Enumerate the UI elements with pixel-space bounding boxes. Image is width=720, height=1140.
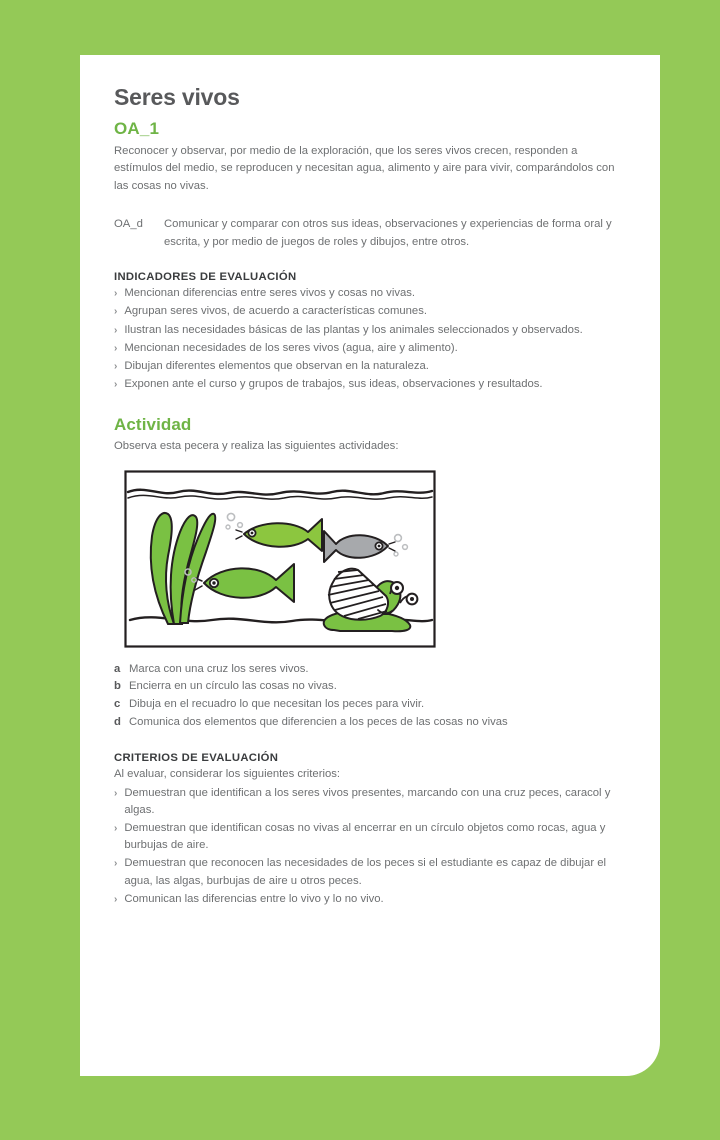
chevron-right-icon: › [114, 360, 118, 372]
chevron-right-icon: › [114, 306, 118, 318]
list-item [114, 303, 626, 320]
task-label: Dibuja en el recuadro lo que necesitan los peces para vivir. [129, 698, 425, 711]
fish-tank-svg [124, 470, 436, 648]
activity-tasks-list [114, 661, 626, 731]
indicators-list [114, 285, 626, 393]
oa-secondary-row [114, 216, 626, 251]
chevron-right-icon: › [114, 823, 118, 835]
criteria-block [114, 752, 626, 908]
activity-instruction: Observa esta pecera y realiza las siguientes actividades: [114, 440, 399, 453]
list-item-label: Dibujan diferentes elementos que observan en la naturaleza. [124, 359, 429, 372]
page-title: Seres vivos [114, 84, 240, 110]
list-item-label: Exponen ante el curso y grupos de trabajos, sus ideas, observaciones y resultados. [124, 378, 543, 391]
list-item [114, 322, 626, 339]
task-key: d [114, 715, 121, 728]
chevron-right-icon: › [114, 858, 118, 870]
criteria-heading: CRITERIOS DE EVALUACIÓN [114, 752, 279, 765]
task-label: Marca con una cruz los seres vivos. [129, 662, 309, 675]
list-item [114, 785, 626, 819]
fish-tank-illustration [124, 470, 626, 653]
chevron-right-icon: › [114, 787, 118, 799]
criteria-list [114, 785, 626, 908]
chevron-right-icon: › [114, 379, 118, 391]
activity-heading: Actividad [114, 415, 192, 435]
task-label: Encierra en un círculo las cosas no vivas. [129, 680, 337, 693]
list-item [114, 340, 626, 357]
list-item-label: Demuestran que identifican a los seres vivos presentes, marcando con una cruz peces, caracol y algas. [124, 786, 611, 816]
list-item-label: Demuestran que identifican cosas no vivas al encerrar en un círculo objetos como rocas, agua y burbujas de aire. [124, 822, 606, 852]
oa-primary-code: OA_1 [114, 119, 160, 139]
list-item-label: Demuestran que reconocen las necesidades de los peces si el estudiante es capaz de dibujar el agua, las algas, burbujas de aire u otros peces. [124, 857, 607, 887]
list-item [114, 376, 626, 393]
task-key: c [114, 698, 121, 711]
task-label: Comunica dos elementos que diferencien a los peces de las cosas no vivas [129, 715, 508, 728]
list-item [114, 358, 626, 375]
chevron-right-icon: › [114, 893, 118, 905]
list-item [114, 855, 626, 889]
indicators-heading: INDICADORES DE EVALUACIÓN [114, 271, 297, 284]
task-key: a [114, 662, 121, 675]
list-item [114, 820, 626, 854]
list-item [114, 714, 626, 732]
list-item [114, 661, 626, 679]
list-item [114, 891, 626, 908]
task-key: b [114, 680, 121, 693]
list-item [114, 678, 626, 696]
criteria-intro: Al evaluar, considerar los siguientes criterios: [114, 768, 341, 781]
oa-primary-text: Reconocer y observar, por medio de la exploración, que los seres vivos crecen, responden a estímulos del medio, se reproducen y necesitan agua, alimento y aire para vivir, comparándolos con las cosas no vivas. [114, 144, 615, 192]
oa-secondary-code: OA_d [114, 218, 143, 231]
list-item-label: Ilustran las necesidades básicas de las plantas y los animales seleccionados y observados. [124, 323, 583, 336]
list-item-label: Comunican las diferencias entre lo vivo y lo no vivo. [124, 892, 384, 905]
oa-secondary-text: Comunicar y comparar con otros sus ideas, observaciones y experiencias de forma oral y escrita, y por medio de juegos de roles y dibujos, entre otros. [164, 218, 612, 248]
chevron-right-icon: › [114, 342, 118, 354]
chevron-right-icon: › [114, 324, 118, 336]
chevron-right-icon: › [114, 288, 118, 300]
list-item-label: Agrupan seres vivos, de acuerdo a características comunes. [124, 305, 427, 318]
document-page [80, 55, 660, 1076]
list-item-label: Mencionan necesidades de los seres vivos (agua, aire y alimento). [124, 341, 458, 354]
list-item [114, 285, 626, 302]
list-item [114, 696, 626, 714]
list-item-label: Mencionan diferencias entre seres vivos y cosas no vivas. [124, 287, 416, 300]
